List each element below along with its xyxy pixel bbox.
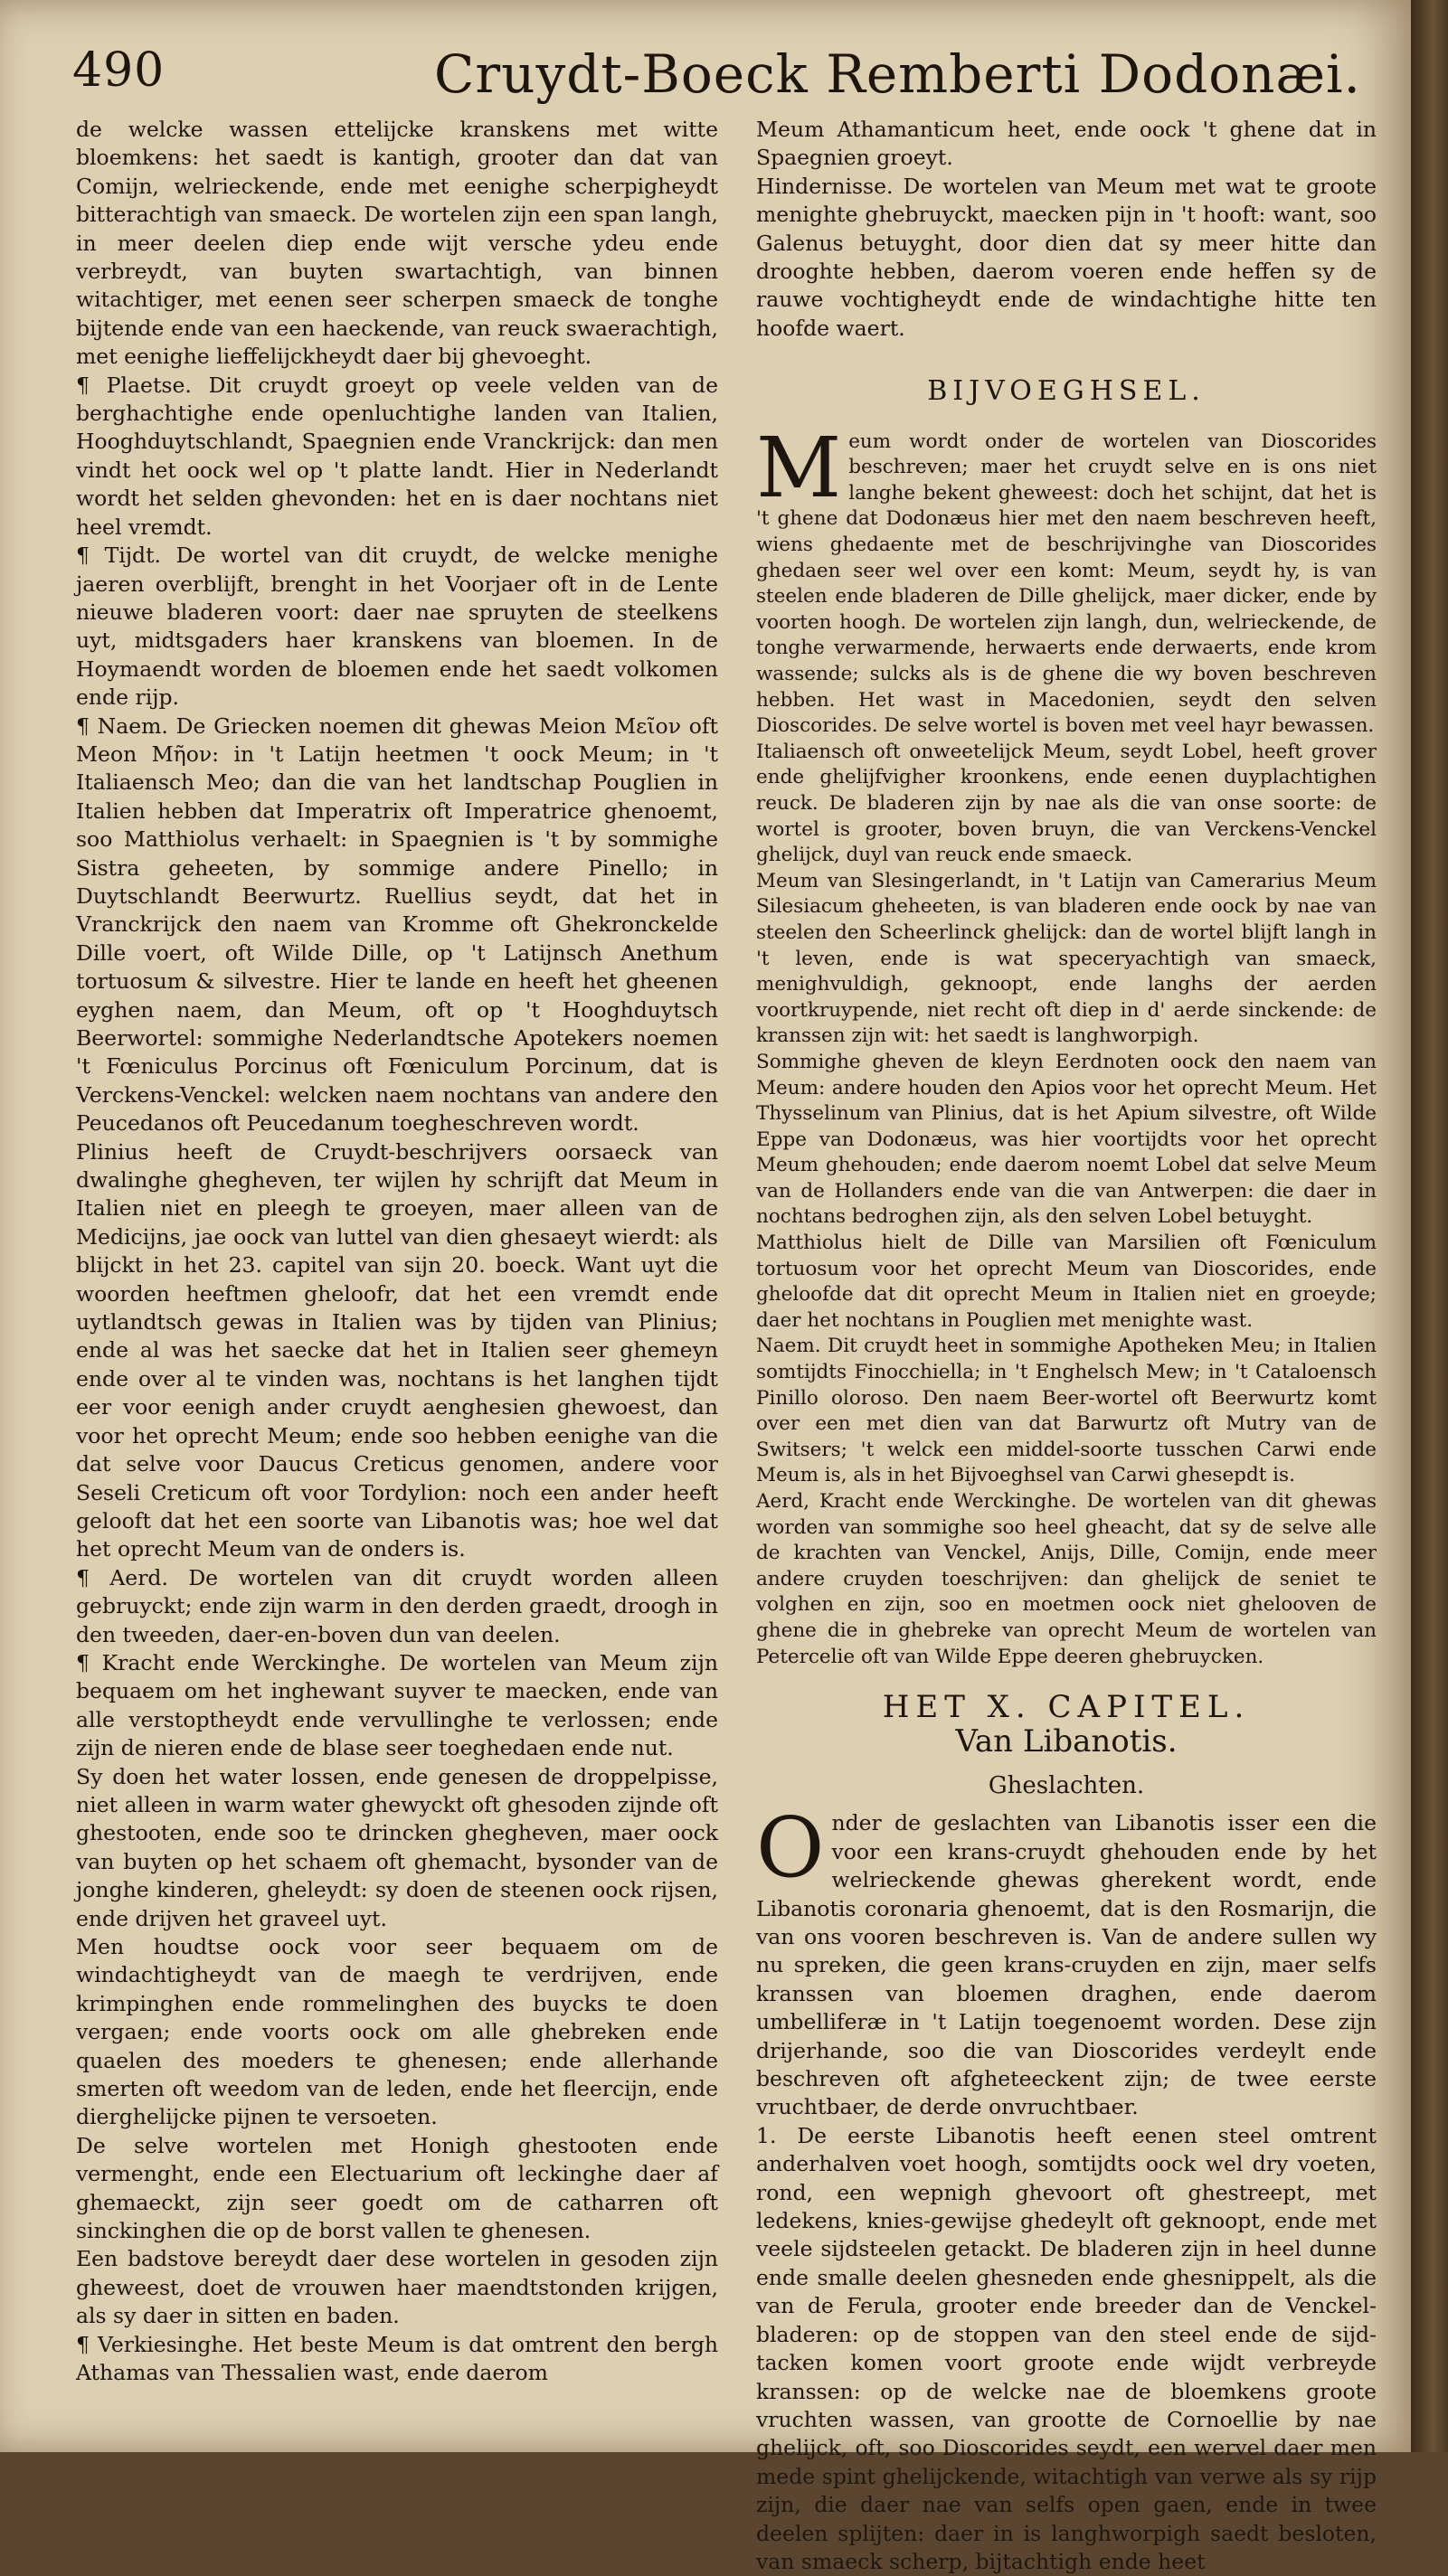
paragraph-kracht: ¶ Kracht ende Werckinghe. De wortelen van Meum zijn bequaem om het inghewant suyver te maecken, ende van alle verstoptheydt ende vervullinghe te verlossen; ende zijn de nieren ende de blase seer toeghedaen ende nut. xyxy=(76,1649,718,1761)
left-column xyxy=(76,116,718,2430)
addendum-paragraph: Meum van Slesingerlandt, in 't Latijn van Camerarius Meum Silesiacum gheheeten, is van bladeren ende oock by nae van steelen den Scheerlinck ghelijck: dan de wortel blijft langh in 't leven, ende is wat speceryachtigh van smaeck, menighvuldigh, geknoopt, ende langhs der aerden voortkruypende, niet recht oft diep in d' aerde sinckende: de kranssen zijn wit: het saedt is langhworpigh. xyxy=(756,869,1377,1048)
paragraph: de welcke wassen ettelijcke kranskens met witte bloemkens: het saedt is kantigh, grooter dan dat van Comijn, welrieckende, ende met eenighe scherpigheydt bitterachtigh van smaeck. De wortelen zijn een span langh, in meer deelen diep ende wijt versche ydeu ende verbreydt, van buyten swartachtigh, van binnen witachtiger, met eenen seer scherpen smaeck de tonghe bijtende ende van een haeckende, van reuck swaerachtigh, met eenighe lieffelijckheydt daer bij ghevoeght. xyxy=(76,117,718,370)
addendum-paragraph: Sommighe gheven de kleyn Eerdnoten oock den naem van Meum: andere houden den Apios voor het oprecht Meum. Het Thysselinum van Plinius, dat is het Apium silvestre, oft Wilde Eppe van Dodonæus, was hier voortijdts voor het oprecht Meum ghehouden; ende daerom noemt Lobel dat selve Meum van de Hollanders ende van die van Antwerpen: die daer in nochtans bedroghen zijn, als den selven Lobel betuyght. xyxy=(756,1050,1377,1229)
addendum-paragraph: Meum wordt onder de wortelen van Dioscorides beschreven; maer het cruydt selve en is ons niet langhe bekent gheweest: doch het schijnt, dat het is 't ghene dat Dodonæus hier met den naem beschreven heeft, wiens ghedaente met de beschrijvinghe van Dioscorides ghedaen seer wel over een komt: Meum, seydt hy, is van steelen ende bladeren de Dille ghelijck, maer dicker, ende by voorten hoogh. De wortelen zijn langh, dun, welrieckende, de tonghe verwarmende, herwaerts ende derwaerts, ende krom wassende; sulcks als is de ghene die wy boven beschreven hebben. Het wast in Macedonien, seydt den selven Dioscorides. De selve wortel is boven met veel hayr bewassen. xyxy=(756,419,1377,738)
paragraph-verkiesinghe: ¶ Verkiesinghe. Het beste Meum is dat omtrent den bergh Athamas van Thessalien wast, ende daerom xyxy=(76,2331,718,2386)
page-edge xyxy=(1411,0,1448,2452)
paragraph: Sy doen het water lossen, ende genesen de droppelpisse, niet alleen in warm water ghewyckt oft ghesoden zijnde oft ghestooten, ende soo te drincken ghegheven, maer oock van buyten op het schaem oft ghemacht, bysonder van de jonghe kinderen, gheleydt: sy doen de steenen oock rijsen, ende drijven het graveel uyt. xyxy=(76,1763,718,1931)
paragraph: Een badstove bereydt daer dese wortelen in gesoden zijn gheweest, doet de vrouwen haer maendtstonden krijgen, als sy daer in sitten en baden. xyxy=(76,2246,718,2329)
paragraph-naem: ¶ Naem. De Griecken noemen dit ghewas Meion Μεῖον oft Meon Μῆον: in 't Latijn heetmen 't oock Meum; in 't Italiaensch Meo; dan die van het landtschap Pouglien in Italien hebben dat Imperatrix oft Imperatrice ghenoemt, soo Matthiolus verhaelt: in Spaegnien is 't by sommighe Sistra geheeten, by sommige andere Pinello; in Duytschlandt Beerwurtz. Ruellius seydt, dat het in Vranckrijck den naem van Kromme oft Ghekronckelde Dille voert, oft Wilde Dille, op 't Latijnsch Anethum tortuosum & silvestre. Hier te lande en heeft het gheenen eyghen naem, dan Meum, oft op 't Hooghduytsch Beerwortel: sommighe Nederlandtsche Apotekers noemen 't Fœniculus Porcinus oft Fœniculum Porcinum, dat is Verckens-Venckel: welcken naem nochtans van andere den Peucedanos oft Peucedanum toegheschreven wordt. xyxy=(76,712,718,1137)
paragraph: Men houdtse oock voor seer bequaem om de windachtigheydt van de maegh te verdrijven, ende krimpinghen ende rommelinghen des buycks te doen vergaen; ende voorts oock om alle ghebreken ende quaelen des moeders te ghenesen; ende allerhande smerten oft weedom van de leden, ende het fleercijn, ende dierghelijcke pijnen te versoeten. xyxy=(76,1934,718,2130)
subheading-gheslachten: Gheslachten. xyxy=(988,1771,1145,1799)
chapter-subtitle: Van Libanotis. xyxy=(955,1722,1178,1760)
addendum-paragraph: Italiaensch oft onweetelijck Meum, seydt Lobel, heeft grover ende ghelijfvigher kroonkens, ende eenen duyplachtighen reuck. De bladeren zijn by nae als die van onse soorte: de wortel is grooter, boven bruyn, die van Verckens-Venckel ghelijck, duyl van reuck ende smaeck. xyxy=(756,740,1377,867)
addendum-paragraph: Naem. Dit cruydt heet in sommighe Apotheken Meu; in Italien somtijdts Finocchiella; in 't Enghelsch Mew; in 't Cataloensch Pinillo oloroso. Den naem Beer-wortel oft Beerwurtz komt over een met dien van dat Barwurtz oft Mutry van de Switsers; 't welck een middel-soorte tusschen Carwi ende Meum is, als in het Bijvoeghsel van Carwi ghesepdt is. xyxy=(756,1335,1377,1487)
paragraph-aerd: ¶ Aerd. De wortelen van dit cruydt worden alleen gebruyckt; ende zijn warm in den derden graedt, droogh in den tweeden, daer-en-boven dun van deelen. xyxy=(76,1564,718,1647)
page-number: 490 xyxy=(72,43,166,98)
paragraph-plinius: Plinius heeft de Cruydt-beschrijvers oorsaeck van dwalinghe ghegheven, ter wijlen hy schrijft dat Meum in Italien niet en pleegh te groeyen, maer alleen van de Medicijns, jae oock van luttel van dien ghesaeyt wierdt: als blijckt in het 23. capitel van sijn 20. boeck. Want uyt die woorden heeftmen gheloofr, dat het een vremdt ende uytlandtsch gewas in Italien was by tijden van Plinius; ende al was het saecke dat het in Italien seer ghemeyn ende over al te vinden was, nochtans is het langhen tijdt eer voor eenigh ander cruydt aenghesien ghewoest, dan voor het oprecht Meum; ende soo hebben eenighe van die dat selve voor Daucus Creticus genomen, andere voor Seseli Creticum oft voor Tordylion: noch een ander heeft gelooft dat het een soorte van Libanotis was; hoe wel dat het oprecht Meum van de onders is. xyxy=(76,1138,718,1562)
chapter-title: HET X. CAPITEL. xyxy=(882,1689,1251,1726)
right-column xyxy=(756,116,1377,2574)
chapter-paragraph: 1. De eerste Libanotis heeft eenen steel omtrent anderhalven voet hoogh, somtijdts oock wel dry voeten, rond, een wepnigh ghevoort oft ghestreept, met ledekens, knies-gewijse ghedeylt oft geknoopt, ende met veele sijdsteelen getackt. De bladeren zijn in heel dunne ende smalle deelen ghesneden ende ghesnippelt, als die van de Ferula, grooter ende breeder dan de Venckel-bladeren: op de stoppen van den steel ende de sijd-tacken komen voort groote ende wijdt verbreyde kranssen: op de welcke nae de bloemkens groote vruchten wassen, van grootte de Cornoellie by nae ghelijck, oft, soo Dioscorides seydt, een wervel daer men mede spint ghelijckende, witachtigh van verwe als sy rijp zijn, die daer nae van selfs open gaen, ende in twee deelen splijten: daer in is langhworpigh saedt besloten, van smaeck scherp, bijtachtigh ende heet xyxy=(756,2122,1377,2574)
addendum-paragraph: Matthiolus hielt de Dille van Marsilien oft Fœniculum tortuosum voor het oprecht Meum van Dioscorides, ende gheloofde dat dit oprecht Meum in Italien niet en groeyde; daer het nochtans in Pouglien met menighte wast. xyxy=(756,1231,1377,1332)
page-header xyxy=(72,36,1375,118)
running-title: Cruydt-Boeck Remberti Dodonæi. xyxy=(434,43,1361,105)
section-title-bijvoeghsel: BIJVOEGHSEL. xyxy=(927,375,1206,408)
paragraph-plaetse: ¶ Plaetse. Dit cruydt groeyt op veele velden van de berghachtighe ende openluchtighe landen van Italien, Hooghduytschlandt, Spaegnien ende Vranckrijck: dan men vindt het oock wel op 't platte landt. Hier in Nederlandt wordt het selden ghevonden: het en is daer nochtans niet heel vremdt. xyxy=(76,372,718,540)
addendum-paragraph: Aerd, Kracht ende Werckinghe. De wortelen van dit ghewas worden van sommighe soo heel gheacht, dat sy de selve alle de krachten van Venckel, Anijs, Dille, Comijn, ende meer andere cruyden toeschrijven: dan ghelijck de seniet te volghen en zijn, soo en moetmen oock niet ghelooven de ghene die in ghebreke van oprecht Meum de wortelen van Petercelie oft van Wilde Eppe deeren ghebruycken. xyxy=(756,1490,1377,1668)
paragraph-hindernisse: Hindernisse. De wortelen van Meum met wat te groote menighte ghebruyckt, maecken pijn in 't hooft: want, soo Galenus betuyght, door dien dat sy meer hitte dan drooghte hebben, daerom voeren ende heffen sy de rauwe vochtigheydt ende de windachtighe hitte ten hoofde waert. xyxy=(756,173,1377,341)
paragraph: De selve wortelen met Honigh ghestooten ende vermenght, ende een Electuarium oft leckinghe daer af ghemaeckt, zijn seer goedt om de catharren oft sinckinghen die op de borst vallen te ghenesen. xyxy=(76,2132,718,2244)
paragraph-tijdt: ¶ Tijdt. De wortel van dit cruydt, de welcke menighe jaeren overblijft, brenght in het Voorjaer oft in de Lente nieuwe bladeren voort: daer nae spruyten de steelkens uyt, midtsgaders haer kranskens van bloemen. In de Hoymaendt worden de bloemen ende het saedt volkomen ende rijp. xyxy=(76,543,718,711)
chapter-paragraph: Onder de geslachten van Libanotis isser een die voor een krans-cruydt ghehouden ende by het welrieckende ghewas gherekent wordt, ende Libanotis coronaria ghenoemt, dat is den Rosmarijn, die van ons vooren beschreven is. Van de andere sullen wy nu spreken, die geen krans-cruyden en zijn, maer selfs kranssen van bloemen draghen, ende daerom umbelliferæ in 't Latijn toegenoemt worden. Dese zijn drijerhande, soo die van Dioscorides verdeylt ende beschreven oft afgheteeckent zijn; de twee eerste vruchtbaer, de derde onvruchtbaer. xyxy=(756,1799,1377,2120)
paragraph: Meum Athamanticum heet, ende oock 't ghene dat in Spaegnien groeyt. xyxy=(756,117,1377,171)
